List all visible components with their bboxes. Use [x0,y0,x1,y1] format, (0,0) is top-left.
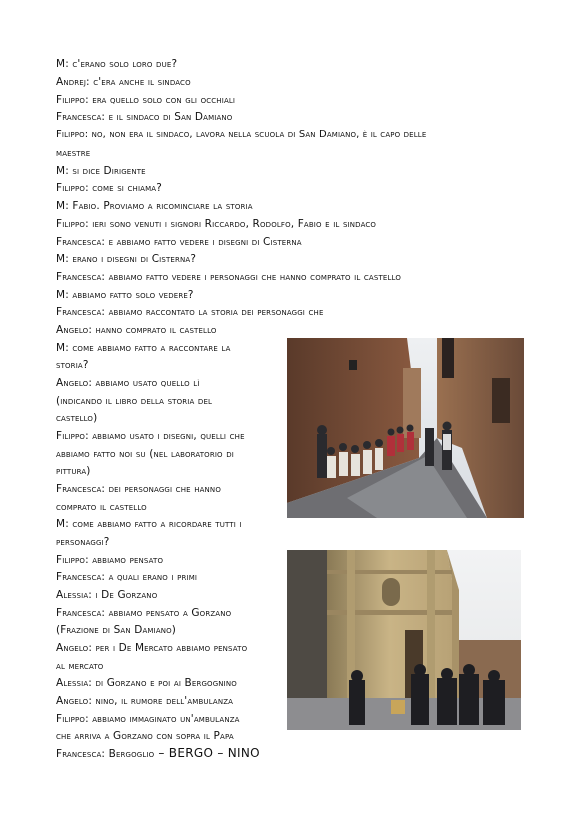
dialogue-line: M: si dice Dirigente [56,165,146,177]
dialogue-line: Filippo: no, non era il sindaco, lavora nella scuola di San Damiano, è il capo delle [56,129,427,140]
dialogue-line: Francesca: e il sindaco di San Damiano [56,111,233,123]
dialogue-line: storia? [56,359,89,371]
dialogue-line: Alessia: di Gorzano e poi ai Bergognino [56,677,237,689]
dialogue-line: (Frazione di San Damiano) [56,624,177,636]
dialogue-line: maestre [56,147,91,159]
dialogue-line: Angelo: abbiamo usato quello lì [56,377,200,389]
dialogue-line: Francesca: abbiamo raccontato la storia dei personaggi che [56,306,324,318]
dialogue-line-final [56,746,260,761]
dialogue-line: Filippo: abbiamo usato i disegni, quelli che [56,430,245,442]
dialogue-line: Filippo: abbiamo pensato [56,554,164,566]
photo-church-facade [287,550,521,730]
dialogue-line: M: come abbiamo fatto a raccontare la [56,342,231,354]
dialogue-line: M: Fabio. Proviamo a ricominciare la storia [56,200,253,212]
dialogue-line: che arriva a Gorzano con sopra il Papa [56,730,234,742]
dialogue-line: personaggi? [56,536,110,548]
dialogue-line: Filippo: era quello solo con gli occhiali [56,94,236,106]
final-line-emphasis: – BERGO – NINO [154,746,260,760]
dialogue-line: Alessia: i De Gorzano [56,589,158,601]
photo-castle-alley [287,338,524,518]
dialogue-line: castello) [56,412,98,424]
dialogue-line: pittura) [56,465,91,477]
dialogue-line: Filippo: come si chiama? [56,182,162,194]
dialogue-line: Francesca: e abbiamo fatto vedere i disegni di Cisterna [56,236,302,248]
dialogue-line: Andrej: c'era anche il sindaco [56,76,191,88]
dialogue-line: comprato il castello [56,501,147,513]
dialogue-line: M: c'erano solo loro due? [56,58,178,70]
dialogue-line: Angelo: per i De Mercato abbiamo pensato [56,642,248,654]
dialogue-line: M: abbiamo fatto solo vedere? [56,289,194,301]
dialogue-line: Francesca: a quali erano i primi [56,571,198,583]
dialogue-line: M: come abbiamo fatto a ricordare tutti i [56,518,242,530]
dialogue-line: Francesca: abbiamo fatto vedere i personaggi che hanno comprato il castello [56,271,401,283]
dialogue-line: al mercato [56,660,104,672]
dialogue-line: Francesca: dei personaggi che hanno [56,483,221,495]
dialogue-line: Francesca: abbiamo pensato a Gorzano [56,607,232,619]
dialogue-line: Filippo: ieri sono venuti i signori Riccardo, Rodolfo, Fabio e il sindaco [56,218,377,230]
dialogue-line: Filippo: abbiamo immaginato un'ambulanza [56,713,240,725]
dialogue-line: Angelo: nino, il rumore dell'ambulanza [56,695,234,707]
dialogue-line: Angelo: hanno comprato il castello [56,324,217,336]
final-line-prefix: Francesca: Bergoglio [56,748,155,760]
dialogue-line: abbiamo fatto noi su (nel laboratorio di [56,448,234,460]
dialogue-line: M: erano i disegni di Cisterna? [56,253,197,265]
dialogue-line: (indicando il libro della storia del [56,395,213,407]
